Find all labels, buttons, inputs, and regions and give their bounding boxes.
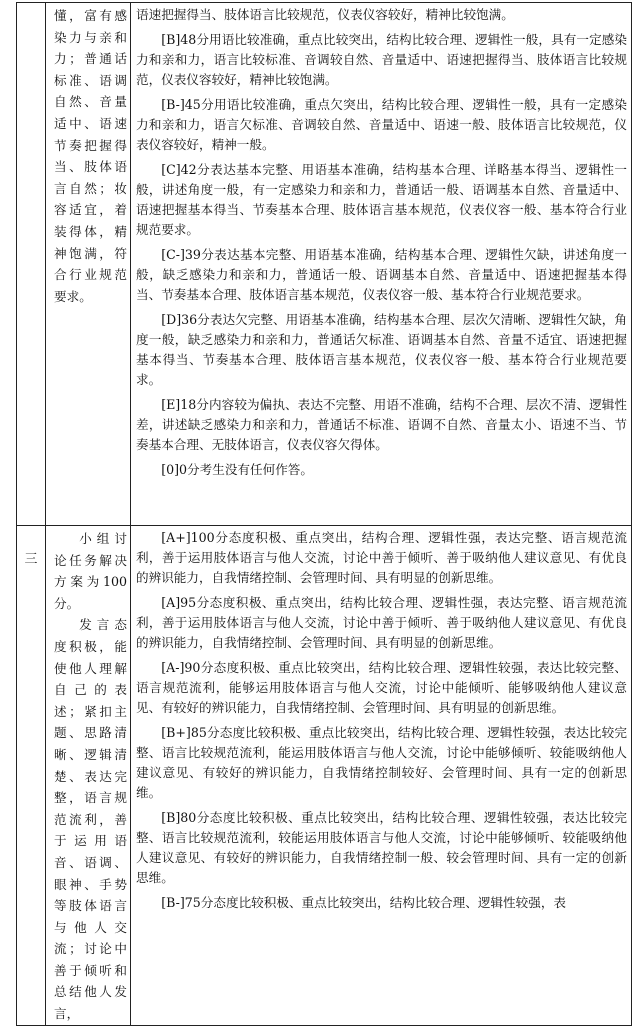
item-number-cell: 三 bbox=[17, 526, 46, 1026]
scoring-table-page bbox=[16, 2, 632, 1022]
grade-level-text: [B+]85分态度比较积极、重点比较突出，结构比较合理、逻辑性较强，表达比较完整、语言比较规范流利，能运用肢体语言与他人交流，讨论中能够倾听、较能吸纳他人建议意见、有较好的辨识能力，自我情绪控制较好、会管理时间、具有一定的创新思维。 bbox=[136, 725, 627, 800]
grade-level-text: [A]95分态度积极、重点突出，结构比较合理、逻辑性强，表达完整、语言规范流利，善于运用肢体语言与他人交流，讨论中善于倾听、善于吸纳他人建议意见、有优良的辨识能力，自我情绪控制、会管理时间、具有明显的创新思维。 bbox=[136, 595, 627, 650]
grading-levels-cell bbox=[131, 526, 632, 1026]
grade-level-text: [E]18分内容较为偏执、表达不完整、用语不准确，结构不合理、层次不清、逻辑性差，讲述缺乏感染力和亲和力，普通话不标准、语调不自然、音量太小、语速不当、节奏基本合理、无肢体语言，仪表仪容欠得体。 bbox=[136, 397, 627, 452]
item-number-cell bbox=[17, 3, 46, 526]
grade-level-text: [A-]90分态度积极、重点比较突出，结构比较合理、逻辑性较强，表达比较完整、语言规范流利，能够运用肢体语言与他人交流，讨论中能倾听、能够吸纳他人建议意见、有较好的辨识能力，自我情绪控制、会管理时间、具有明显的创新思维。 bbox=[136, 660, 627, 715]
criteria-cell bbox=[46, 3, 131, 526]
grading-levels-cell bbox=[131, 3, 632, 526]
criteria-text: 懂，富有感染力与亲和力；普通话标准、语调自然、音量适中、语速节奏把握得当、肢体语言自然；妆容适宜，着装得体，精神饱满，符合行业规范要求。 bbox=[54, 8, 127, 304]
scoring-rubric-table bbox=[16, 2, 632, 1026]
table-row bbox=[17, 526, 632, 1026]
criteria-text: 小组讨论任务解决方案为100分。 bbox=[54, 531, 127, 611]
grade-level-text: [B-]75分态度比较积极、重点比较突出，结构比较合理、逻辑性较强，表 bbox=[161, 895, 567, 910]
grade-level-text: [C]42分表达基本完整、用语基本准确，结构基本合理、详略基本得当、逻辑性一般，讲述角度一般，有一定感染力和亲和力，普通话一般、语调基本自然、音量适中、语速把握基本得当、节奏基本合理、肢体语言基本规范，仪表仪容一般、基本符合行业规范要求。 bbox=[136, 162, 627, 237]
criteria-cell bbox=[46, 526, 131, 1026]
criteria-text: 发言态度积极，能使他人理解自己的表述；紧扣主题、思路清晰、逻辑清楚、表达完整，语言规范流利，善于运用语音、语调、眼神、手势等肢体语言与他人交流；讨论中善于倾听和总结他人发言， bbox=[54, 617, 127, 1022]
grade-level-text: [A+]100分态度积极、重点突出，结构合理、逻辑性强，表达完整、语言规范流利，善于运用肢体语言与他人交流，讨论中善于倾听、善于吸纳他人建议意见、有优良的辨识能力，自我情绪控制、会管理时间、具有明显的创新思维。 bbox=[136, 530, 627, 585]
grade-level-text: [B]48分用语比较准确，重点比较突出，结构比较合理、逻辑性一般，具有一定感染力和亲和力，语言比较标准、音调较自然、音量适中、语速把握得当、肢体语言比较规范，仪表仪容较好，精神比较饱满。 bbox=[136, 32, 627, 87]
grade-level-text: [B-]45分用语比较准确，重点欠突出，结构比较合理、逻辑性一般，具有一定感染力和亲和力，语言欠标准、音调较自然、音量适中、语速一般、肢体语言比较规范，仪表仪容较好，精神一般。 bbox=[136, 97, 627, 152]
grade-level-text: 语速把握得当、肢体语言比较规范，仪表仪容较好，精神比较饱满。 bbox=[136, 7, 514, 22]
grade-level-text: [D]36分表达欠完整、用语基本准确，结构基本合理、层次欠清晰、逻辑性欠缺，角度一般，缺乏感染力和亲和力，普通话欠标准、语调基本自然、音量不适宜、语速把握基本得当、节奏基本合理、肢体语言基本规范，仪表仪容一般、基本符合行业规范要求。 bbox=[136, 312, 627, 387]
grade-level-text: [C-]39分表达基本完整、用语基本准确，结构基本合理、逻辑性欠缺，讲述角度一般，缺乏感染力和亲和力，普通话一般、语调基本自然、音量适中、语速把握基本得当、节奏基本合理、肢体语言基本规范，仪表仪容一般、基本符合行业规范要求。 bbox=[136, 247, 627, 302]
grade-level-text: [B]80分态度比较积极、重点比较突出，结构比较合理、逻辑性较强，表达比较完整、语言比较规范流利，较能运用肢体语言与他人交流，讨论中能够倾听、较能吸纳他人建议意见、有较好的辨识能力，自我情绪控制一般、较会管理时间、具有一定的创新思维。 bbox=[136, 810, 627, 885]
grade-level-text: [0]0分考生没有任何作答。 bbox=[161, 462, 313, 477]
table-row bbox=[17, 3, 632, 526]
